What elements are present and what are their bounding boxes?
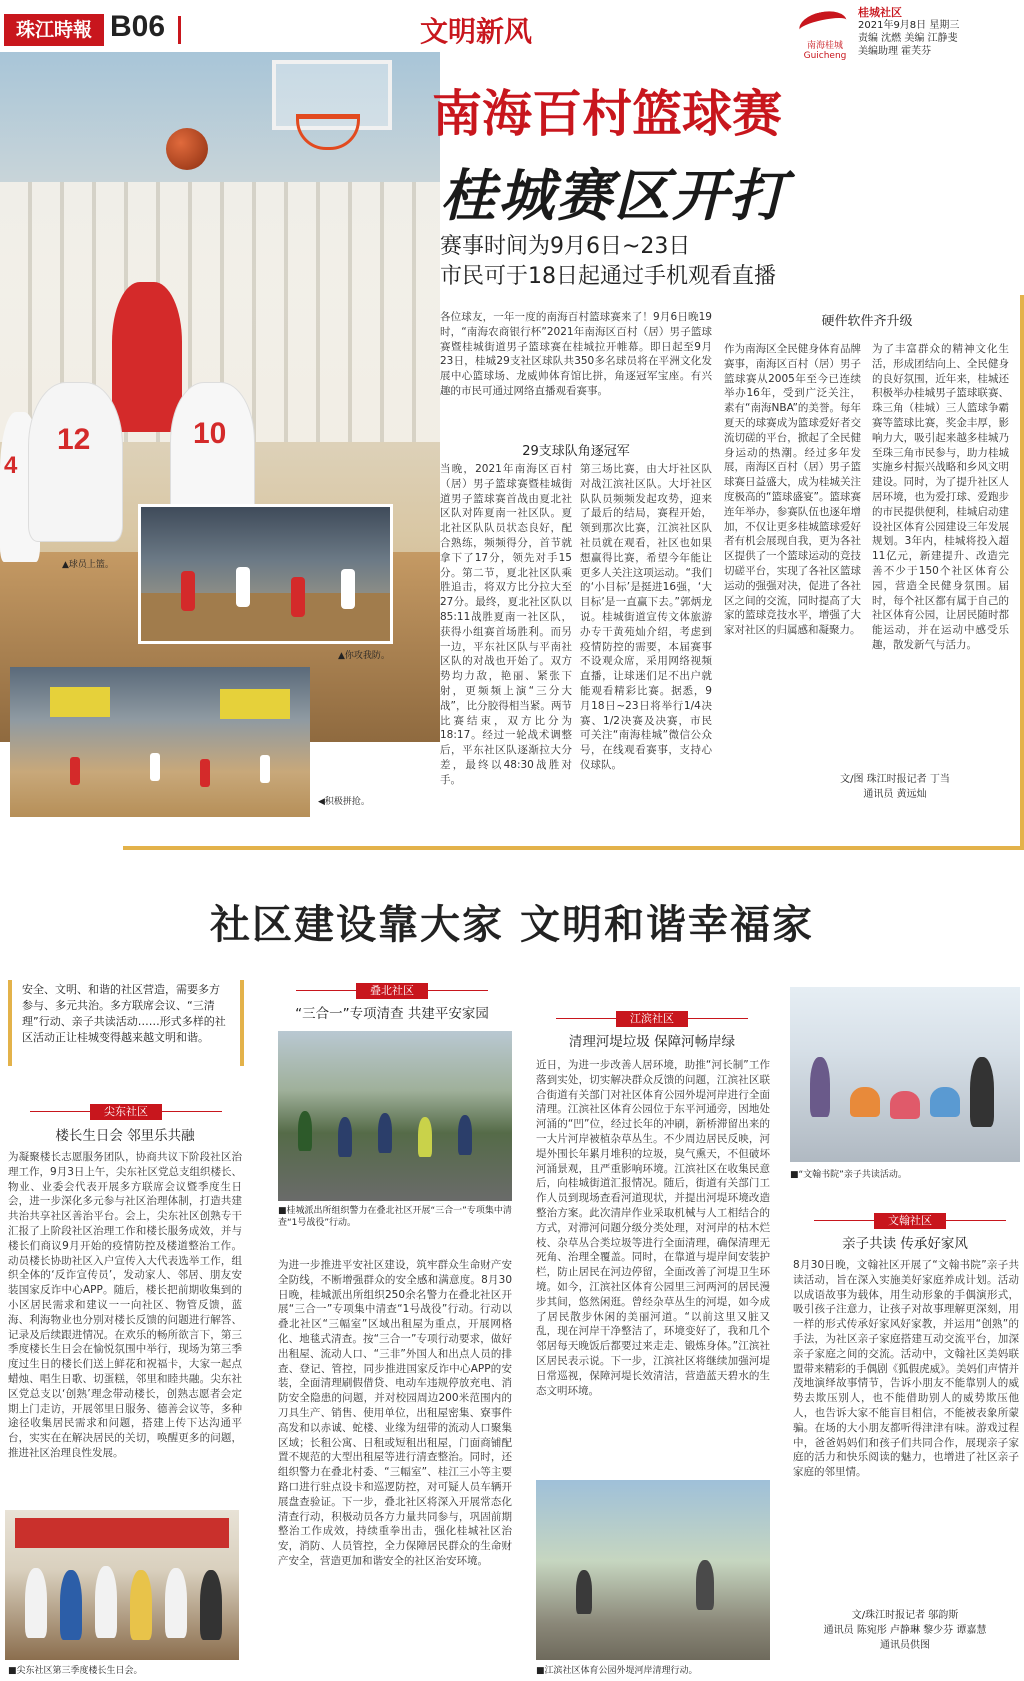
community-intro: 安全、文明、和谐的社区营造，需要多方参与、多元共治。多方联席会议、“三清理”行动、亲子共读活动……形式多样的社区活动正让桂城变得越来越文明和谐。 — [8, 980, 244, 1066]
person — [810, 1057, 830, 1117]
person — [576, 1570, 592, 1614]
player — [260, 755, 270, 783]
person — [95, 1566, 117, 1638]
player — [200, 759, 210, 787]
person — [165, 1568, 187, 1638]
section2-col2: 为了丰富群众的精神文化生活，形成团结向上、全民健身的良好氛围，近年来，桂城还积极举办桂城男子篮球联赛、珠三角（桂城）三人篮球争霸赛等篮球比赛，奖金丰厚，影响力大，吸引起来越多桂城乃至珠三角市民参与，助力桂城实施乡村振兴战略和乡风文明建设。同时，为了提升社区人居环境，也为爱打球、爱跑步的市民提供便利，桂城启动建设社区体育公园建设三年发展规划。3年内，桂城将投入超11亿元，新建提升、改造完善不少于150个社区体育公园，营造全民健身氛围。届时，每个社区都有属于自己的社区体育公园，让居民随时都能运动，并在运动中感受乐趣，散发新气与活力。 — [872, 343, 1009, 651]
basketball-feature — [0, 52, 1024, 852]
article-body-diebei: 为进一步推进平安社区建设，筑牢群众生命财产安全防线，不断增强群众的安全感和满意度。8月30日晚，桂城派出所组织250余名警力在叠北社区开展“三合一”专项集中清查“1号战役”行动。行动以叠北社区“三幅室”区域出租屋为重点，开展网格化、地毯式清查。按“三合一”专项行动要求，做好出租屋、流动人口、“三非”外国人和出点人员的排查、登记、管控，同步推进国家反诈中心APP的安装，全面清理刷假借贷、电动车违规停放充电、消防安全隐患的问题，并对校园周边200米范围内的刀具生产、销售、使用单位，出租屋密集、寮事件高发和以赤诚、蛇楼、业缘为纽带的流动人口聚集区域；长租公寓、日租或短租出租屋，门面商铺配置不规范的大型出租屋等进行清查整治。同时，还组织警力在叠北村委、“三幅室”、桂江三小等主要路口进行驻点设卡和巡逻防控，对可疑人员车辆开展盘查验证。下一步，叠北社区将深入开展常态化清查行动，积极动员各方力量共同参与，巩固前期整治工作成效，持续重拳出击，强化桂城社区治安，消防、人员管控，全力保障居民群众的生命财产安全，营造更加和谐安全的社区治安环境。 — [278, 1259, 512, 1567]
section-title: 文明新风 — [420, 15, 533, 48]
basketball-icon — [166, 128, 208, 170]
person — [378, 1113, 392, 1153]
player — [236, 567, 250, 607]
person — [418, 1117, 432, 1157]
community-byline — [790, 1608, 1020, 1653]
byline-reporter: 文/图 珠江时报记者 丁当 — [840, 774, 950, 785]
editor-line: 责编 沈燃 美编 江静斐 — [858, 33, 958, 44]
feature-byline — [780, 772, 1010, 802]
subhead-line2: 市民可于18日起通过手机观看直播 — [440, 264, 776, 289]
subhead — [440, 232, 776, 292]
edition-info — [858, 6, 1018, 58]
byline-correspondent: 通讯员 黄远灿 — [863, 789, 927, 800]
tag-wenhan: 文翰社区 — [874, 1213, 946, 1229]
masthead — [0, 0, 1024, 61]
jiangbin-caption: ■江滨社区体育公园外堤河岸清理行动。 — [536, 1666, 698, 1676]
tag-jiandong: 尖东社区 — [90, 1104, 162, 1120]
page-divider — [178, 16, 181, 44]
hero-caption: ▲球员上篮。 — [62, 560, 114, 570]
article-title-diebei: “三合一”专项清查 共建平安家园 — [295, 1006, 489, 1022]
hall-photo — [10, 667, 310, 817]
article-body-jiangbin: 近日，为进一步改善人居环境，助推“河长制”工作落到实处，切实解决群众反馈的问题，江滨社区联合街道有关部门对社区体育公园外堤河岸进行全面清理。江滨社区体育公园位于东平河通旁，因地处河涌的“凹”位，经过长年的冲刷，新桥滞留出来的一大片河岸被植杂草丛生。不少周边居民反映，河堤外围长年累月堆积的垃圾，臭气熏天，不但破坏河涌景观，且严重影响环境。江滨社区在收集民意后，向桂城街道汇报情况。随后，街道有关部门工作人员到现场查看河道现状，并提出河堤环境改造整治方案。此次清岸作业采取机械与人工相结合的方式，对滞河问题分级分类处理，对河岸的枯木烂枝、杂草丛合类垃圾等进行全面清理，确保清理无死角、治理全覆盖。同时，在靠道与堤岸间安装护栏，防止居民在河边停留，全面改善了河堤卫生环境。如今，江滨社区体育公园里三河两河的居民漫步其间，悠然闲逛。曾经杂草丛生的河堤，如今成了居民散步休闲的美丽河道。“以前这里又脏又乱，现在河岸干净整洁了，环境变好了，我和几个邻居每天晚饭后都要过来走走、锻炼身体。”江滨社区居民表示说。下一步，江滨社区将继续加强河堤日常巡视，保障河堤长效清洁，营造蓝天碧水的生态文明环境。 — [536, 1059, 770, 1397]
article-body-jiandong: 为凝聚楼长志愿服务团队，协商共议下阶段社区治理工作，9月3日上午，尖东社区党总支组织楼长、物业、业委会代表开展多方联席会议暨季度生日会，进一步深化多元参与社区治理体制，打造共建共治共享社区善治平台。会上，尖东社区创熟专干汇报了上阶段社区治理工作和楼长服务成效，并与楼长们商议9月开始的疫情防控及楼道整治工作。动员楼长协助社区入户宣传入大代表选举工作，组织全体的‘反诈宣传员’，发动家人、邻居、朋友安装国家反诈中心APP。随后，楼长把前期收集到的小区居民需求和建议一一向社区、物管反馈，蓝海、利海物业也分别对楼长反馈的问题进行解答、记录及后续跟进情况。在欢乐的畅所欲言下，第三季度楼长生日会在愉悦氛围中举行，现场为第三季度过生日的楼长们送上鲜花和祝福卡，大家一起点蜡烛、唱生日歌、切蛋糕，邻里和睦共融。尖东社区党总支以‘创熟’理念带动楼长，创熟志愿者会定期上门走访，开展邻里日服务、德善会议等，多种途径收集居民需求和问题，搭建上传下达沟通平台，实实在在解决居民的关切，唤醒更多的问题，推进社区治理良性发展。 — [8, 1151, 242, 1459]
player-white-12 — [28, 382, 123, 542]
player — [291, 577, 305, 617]
person — [890, 1091, 920, 1119]
game-photo — [138, 504, 393, 644]
hall-banner — [220, 689, 290, 719]
subhead-line1: 赛事时间为9月6日~23日 — [440, 234, 691, 259]
assistant-line: 美编助理 霍芙芬 — [858, 46, 932, 57]
wenhan-photo — [790, 987, 1020, 1162]
hall-banner — [50, 687, 110, 717]
player — [181, 571, 195, 611]
player — [341, 569, 355, 609]
section2-title: 硬件软件齐升级 — [821, 314, 913, 329]
section2-col1: 作为南海区全民健身体育品牌赛事，南海区百村（居）男子篮球赛从2005年至今已连续举办16年，受到广泛关注，素有“南海NBA”的美誉。每年夏天的球赛成为篮球爱好者交流切磋的平台，掀起了全民健身运动的热潮。经过多年发展，南海区百村（居）男子篮球赛日益盛大，成为桂城关注度极高的“篮球盛宴”。篮球赛连年举办，参赛队伍也逐年增加，不仅让更多桂城篮球爱好者有机会展现自我，更为各社区提供了一个篮球运动的竞技切磋平台，实现了各社区篮球运动的强强对决，促进了各社区之间的交流，同时提高了大家的篮球竞技水平，增强了大家对社区的归属感和凝聚力。 — [724, 343, 861, 637]
date-line: 2021年9月8日 星期三 — [858, 20, 960, 31]
wenhan-caption: ■“文翰书院”亲子共读活动。 — [790, 1170, 907, 1180]
player — [150, 753, 160, 781]
person — [696, 1560, 714, 1610]
tag-diebei: 叠北社区 — [356, 983, 428, 999]
tag-jiangbin: 江滨社区 — [616, 1011, 688, 1027]
article-title-jiangbin: 清理河堤垃圾 保障河畅岸绿 — [568, 1034, 736, 1050]
paper-logo: 珠江時報 — [4, 14, 104, 46]
player — [70, 757, 80, 785]
sponsor-name: 南海桂城 Guicheng — [803, 41, 847, 61]
community-section-title: 社区建设靠大家 文明和谐幸福家 — [210, 902, 814, 948]
person — [338, 1117, 352, 1157]
article-title-wenhan: 亲子共读 传承好家风 — [842, 1236, 968, 1252]
section1-col2: 第三场比赛，由大圩社区队对战江滨社区队。大圩社区队队员频频发起攻势，迎来了最后的结局，赛程开始，领到那次比赛，江滨社区队社员就在观看，社区也如果想赢得比赛，希望今年能让更多人关注这项运动。“我们的‘小目标’是挺进16强，‘大目标’是一直赢下去。”郭炳龙说。桂城街道宣传文体旅游办专干黄苑灿介绍，考虑到疫情防控的需要，本届赛事不设观众席，采用网络视频直播，让球迷们足不出户就能观看精彩比赛。据悉，9月18日~23日将举行1/4决赛、1/2决赛及决赛，市民可关注“南海桂城”微信公众号，在线观看赛事，支持心仪球队。 — [580, 463, 712, 771]
person — [200, 1570, 222, 1640]
jiangbin-photo — [536, 1480, 770, 1660]
section1-col1: 当晚，2021年南海区百村（居）男子篮球赛暨桂城街道男子篮球赛首战由夏北社区队对阵夏南一社区队。夏北社区队队员状态良好，配合熟练，频频得分，首节就拿下了17分，领先对手15分。第二节，夏北社区队乘胜追击，将双方比分拉大至27分。最终，夏北社区队以85:11战胜夏南一社区队，获得小组赛首场胜利。而另一边，平东社区队与平南社区队的对战也开始了。双方势均力敌，艳丽、紧张下射，更频频上演“三分大战”，比分胶得相当紧。两节比赛结束，双方比分为18:17。经过一轮战术调整后，平东社区队逐渐拉大分差，最终以48:30战胜对手。 — [440, 463, 572, 786]
hoop-rim — [296, 114, 360, 150]
person — [970, 1057, 994, 1127]
column-name: 桂城社区 — [858, 6, 902, 19]
person — [60, 1570, 82, 1640]
diebei-caption: ■桂城派出所组织警力在叠北社区开展“三合一”专项集中清查“1号战役”行动。 — [278, 1206, 512, 1228]
byline-correspondents: 通讯员 陈宛彤 卢静琳 黎少芬 谭嘉慧 — [823, 1625, 987, 1636]
lead-paragraph: 各位球友，一年一度的南海百村篮球赛来了！9月6日晚19时，“南海农商银行杯”2021年南海区百村（居）男子篮球赛暨桂城街道男子篮球赛在桂城拉开帷幕。即日起至9月23日，桂城29支社区球队共350多名球员将在平洲文化发展中心篮球场、龙威帅体育馆比拼，角逐冠军宝座。有兴趣的市民可通过网络直播观看赛事。 — [440, 311, 712, 397]
diebei-photo — [278, 1031, 512, 1201]
person — [930, 1087, 960, 1117]
nanhai-guicheng-logo — [795, 10, 851, 61]
headline-line1: 南海百村篮球赛 — [432, 85, 782, 143]
jersey-number: 12 — [57, 423, 91, 456]
person — [298, 1111, 312, 1151]
person — [850, 1087, 880, 1117]
byline-reporter: 文/珠江时报记者 邬韵斯 — [851, 1610, 959, 1621]
jiandong-caption: ■尖东社区第三季度楼长生日会。 — [8, 1666, 143, 1676]
article-body-wenhan: 8月30日晚，文翰社区开展了“文翰书院”亲子共读活动，旨在深入实施美好家庭养成计划。活动以成语故事为载体，用生动形象的手偶演形式，吸引孩子注意力，让孩子对故事理解更深刻，用一样的形式传承好家风好家教，并运用“创熟”的手法，为社区亲子家庭搭建互动交流平台，加深亲子家庭之间的交流。活动中，文翰社区美妈联盟带来精彩的手偶剧《狐假虎威》。美妈们声情并茂地演绎故事情节，告诉小朋友不能靠别人的威势去欺压别人，也不能借助别人的威势欺压他人，也告诉大家不能盲目相信，不能被表象所蒙骗。在场的大小朋友都听得津津有味。游戏过程中，爸爸妈妈们和孩子们共同合作，展现亲子家庭的活力和快乐阅读的魅力，也增进了社区亲子家庭的邻里情。 — [793, 1259, 1019, 1479]
article-title-jiandong: 楼长生日会 邻里乐共融 — [55, 1128, 195, 1144]
birthday-banner — [15, 1518, 229, 1548]
person — [25, 1568, 47, 1638]
jiandong-photo — [5, 1510, 239, 1660]
game-caption: ▲你攻我防。 — [338, 651, 390, 661]
byline-photo-credit: 通讯员供图 — [880, 1640, 930, 1651]
person — [130, 1570, 152, 1640]
headline-line2: 桂城赛区开打 — [440, 164, 788, 229]
section1-title: 29支球队角逐冠军 — [522, 444, 630, 459]
hall-caption: ◀积极拼抢。 — [318, 797, 370, 807]
person — [458, 1115, 472, 1155]
page-number: B06 — [110, 10, 166, 43]
jersey-number: 10 — [193, 417, 227, 450]
jersey-number: 4 — [4, 452, 18, 479]
player-red — [112, 282, 182, 432]
